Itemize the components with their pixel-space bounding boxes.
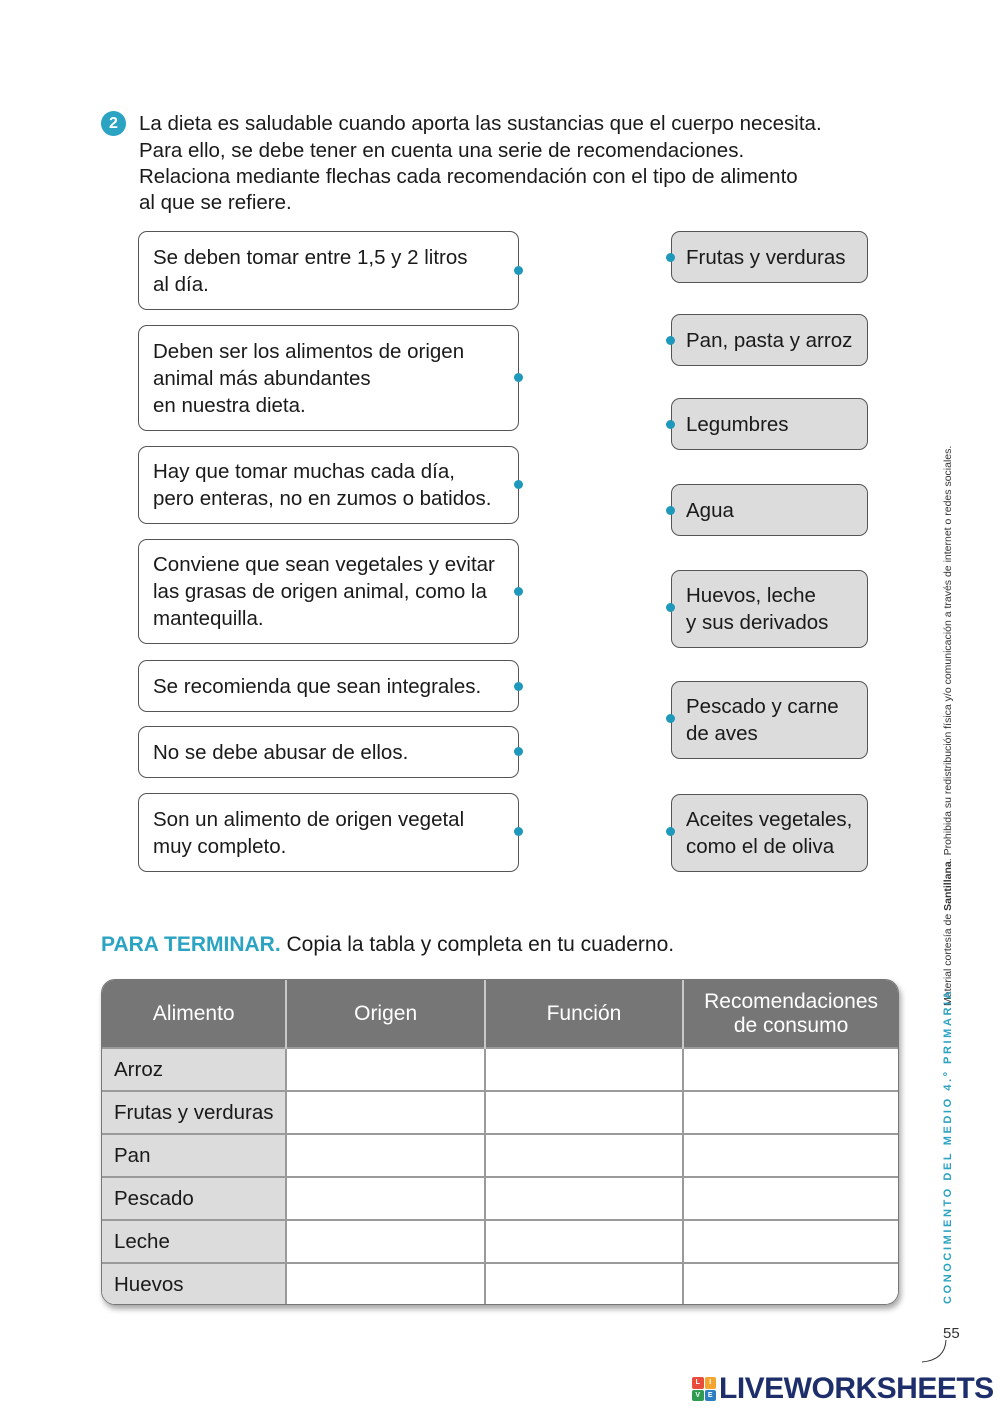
header-alimento: Alimento (102, 980, 286, 1048)
liveworksheets-logo (692, 1374, 994, 1404)
answer-cell[interactable] (286, 1091, 484, 1134)
recommendation-box-4 (138, 539, 519, 644)
food-type-box-5 (671, 570, 868, 648)
recommendation-box-6 (138, 726, 519, 778)
connector-dot-right-2[interactable] (666, 336, 675, 345)
credit-prefix: Material cortesía de (942, 910, 954, 1006)
answer-cell[interactable] (683, 1091, 898, 1134)
answer-cell[interactable] (286, 1263, 484, 1305)
food-cell: Pescado (102, 1177, 286, 1220)
connector-dot-left-6[interactable] (514, 747, 523, 756)
table-row (102, 1263, 898, 1305)
answer-cell[interactable] (485, 1134, 683, 1177)
logo-mark-icon (692, 1377, 716, 1401)
answer-cell[interactable] (683, 1177, 898, 1220)
connector-dot-right-6[interactable] (666, 714, 675, 723)
food-type-text: Legumbres (686, 412, 789, 436)
side-series-text: CONOCIMIENTO DEL MEDIO 4.º PRIMARIA (942, 988, 954, 1304)
recommendation-text: Se deben tomar entre 1,5 y 2 litros (153, 246, 468, 269)
header-origen: Origen (286, 980, 484, 1048)
summary-table (101, 979, 899, 1305)
food-cell: Huevos (102, 1263, 286, 1305)
para-terminar-text: Copia la tabla y completa en tu cuaderno. (280, 933, 675, 956)
recommendation-text: Hay que tomar muchas cada día, (153, 460, 455, 483)
recommendation-text: Conviene que sean vegetales y evitar (153, 553, 495, 576)
header-recomendaciones: Recomendaciones de consumo (683, 980, 898, 1048)
table-row (102, 1091, 898, 1134)
recommendation-text: No se debe abusar de ellos. (153, 740, 409, 764)
page-number: 55 (943, 1325, 960, 1342)
food-type-text: Aceites vegetales, (686, 808, 853, 831)
answer-cell[interactable] (485, 1177, 683, 1220)
food-type-text: de aves (686, 722, 758, 745)
instruction-line-3: Relaciona mediante flechas cada recomendación con el tipo de alimento (139, 165, 798, 188)
recommendation-text: al día. (153, 273, 209, 296)
logo-mark-tile: I (705, 1377, 717, 1389)
recommendation-box-5 (138, 660, 519, 712)
food-type-text: Pan, pasta y arroz (686, 328, 853, 352)
exercise-number-badge: 2 (101, 111, 126, 136)
food-cell: Frutas y verduras (102, 1091, 286, 1134)
answer-cell[interactable] (485, 1091, 683, 1134)
table-header-row (102, 980, 898, 1048)
connector-dot-right-4[interactable] (666, 506, 675, 515)
recommendation-box-3 (138, 446, 519, 524)
recommendation-text: muy completo. (153, 834, 287, 858)
connector-dot-right-7[interactable] (666, 827, 675, 836)
connector-dot-left-4[interactable] (514, 587, 523, 596)
connector-dot-left-3[interactable] (514, 480, 523, 489)
answer-cell[interactable] (286, 1177, 484, 1220)
answer-cell[interactable] (683, 1048, 898, 1091)
answer-cell[interactable] (286, 1048, 484, 1091)
side-credit-text (942, 446, 954, 1006)
credit-suffix: . Prohibida su redistribución física y/o comunicación a través de internet o redes sociales. (942, 445, 954, 862)
food-type-text: Frutas y verduras (686, 245, 846, 269)
food-cell: Leche (102, 1220, 286, 1263)
recommendation-text: animal más abundantes (153, 366, 371, 390)
logo-mark-tile: E (705, 1390, 717, 1402)
food-type-text: Pescado y carne (686, 695, 839, 718)
logo-mark-tile: L (692, 1377, 704, 1389)
para-terminar-instruction (101, 933, 674, 957)
table-row (102, 1220, 898, 1263)
recommendation-text: Deben ser los alimentos de origen (153, 339, 465, 363)
food-type-box-1 (671, 231, 868, 283)
answer-cell[interactable] (286, 1220, 484, 1263)
page-corner-curve (918, 1338, 948, 1364)
recommendation-text: Se recomienda que sean integrales. (153, 674, 482, 698)
food-type-box-7 (671, 794, 868, 872)
answer-cell[interactable] (485, 1263, 683, 1305)
instruction-line-4: al que se refiere. (139, 191, 292, 214)
recommendation-box-1 (138, 231, 519, 310)
answer-cell[interactable] (683, 1220, 898, 1263)
recommendation-text: pero enteras, no en zumos o batidos. (153, 487, 492, 510)
recommendation-box-2 (138, 325, 519, 431)
answer-cell[interactable] (485, 1220, 683, 1263)
food-type-box-2 (671, 314, 868, 366)
recommendation-text: mantequilla. (153, 607, 264, 630)
recommendation-text: las grasas de origen animal, como la (153, 580, 487, 603)
table-row (102, 1048, 898, 1091)
instruction-line-2: Para ello, se debe tener en cuenta una serie de recomendaciones. (139, 139, 745, 162)
answer-cell[interactable] (485, 1048, 683, 1091)
answer-cell[interactable] (286, 1134, 484, 1177)
instruction-line-1: La dieta es saludable cuando aporta las sustancias que el cuerpo necesita. (139, 112, 822, 135)
recommendation-box-7 (138, 793, 519, 872)
food-cell: Pan (102, 1134, 286, 1177)
answer-cell[interactable] (683, 1263, 898, 1305)
header-funcion: Función (485, 980, 683, 1048)
food-type-box-6 (671, 681, 868, 759)
connector-dot-left-5[interactable] (514, 682, 523, 691)
food-type-box-3 (671, 398, 868, 450)
table-row (102, 1134, 898, 1177)
logo-mark-tile: V (692, 1390, 704, 1402)
table-row (102, 1177, 898, 1220)
connector-dot-right-3[interactable] (666, 420, 675, 429)
credit-brand: Santillana (942, 861, 954, 911)
food-type-text: Huevos, leche (686, 584, 816, 607)
answer-cell[interactable] (683, 1134, 898, 1177)
connector-dot-right-1[interactable] (666, 253, 675, 262)
logo-text: LIVEWORKSHEETS (719, 1372, 994, 1405)
food-type-text: como el de oliva (686, 835, 835, 858)
connector-dot-left-2[interactable] (514, 373, 523, 382)
recommendation-text: Son un alimento de origen vegetal (153, 807, 465, 831)
food-type-text: Agua (686, 498, 734, 522)
para-terminar-keyword: PARA TERMINAR. (101, 933, 281, 956)
food-cell: Arroz (102, 1048, 286, 1091)
connector-dot-left-1[interactable] (514, 266, 523, 275)
food-type-text: y sus derivados (686, 611, 829, 634)
food-type-box-4 (671, 484, 868, 536)
connector-dot-left-7[interactable] (514, 827, 523, 836)
connector-dot-right-5[interactable] (666, 603, 675, 612)
recommendation-text: en nuestra dieta. (153, 393, 306, 417)
